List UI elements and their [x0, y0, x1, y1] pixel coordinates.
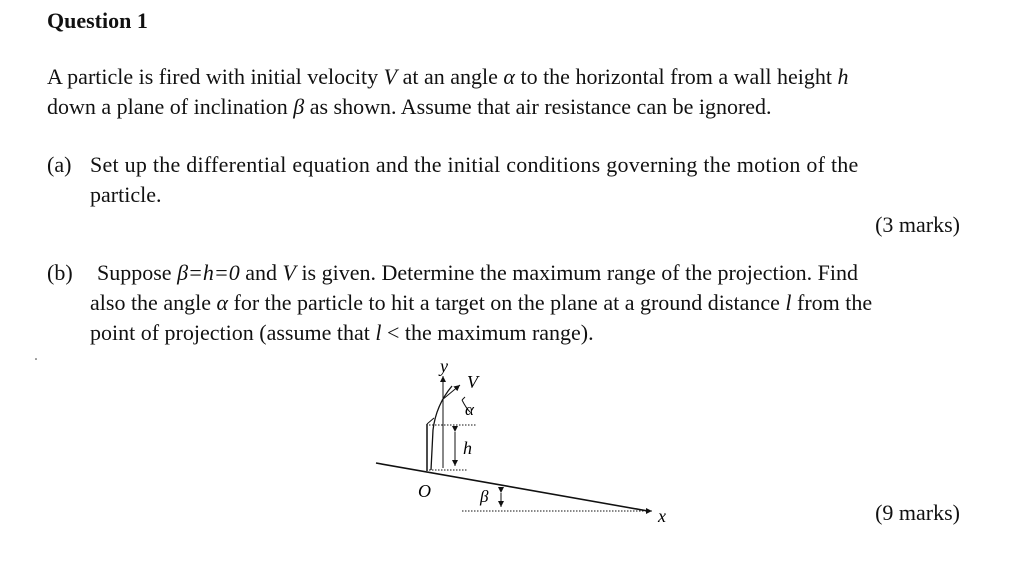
- x-axis-label: x: [658, 506, 666, 526]
- intro-text: A particle is fired with initial velocity: [47, 64, 384, 89]
- part-b-text: from the: [791, 290, 873, 315]
- wall-top: [427, 418, 434, 424]
- part-a-marks: (3 marks): [875, 212, 960, 237]
- beta-label: β: [480, 487, 489, 506]
- part-b-text: < the maximum range).: [381, 320, 594, 345]
- inclined-plane: [376, 463, 648, 511]
- part-a-line-1: Set up the differential equation and the initial conditions governing the motion of the: [90, 152, 859, 177]
- trajectory: [431, 386, 452, 470]
- part-b-text: for the particle to hit a target on the plane at a ground distance: [228, 290, 786, 315]
- page-dot: [35, 358, 37, 360]
- velocity-symbol: V: [383, 64, 398, 89]
- part-b-label: (b): [47, 260, 73, 285]
- intro-text: down a plane of inclination: [47, 94, 294, 119]
- beta-symbol: β: [293, 94, 305, 119]
- intro-text: to the horizontal from a wall height: [514, 64, 838, 89]
- condition-symbols: β=h=0: [177, 260, 240, 285]
- part-b-text: and: [239, 260, 283, 285]
- part-b-text: is given. Determine the maximum range of the projection. Find: [295, 260, 859, 285]
- distance-symbol: l: [375, 320, 382, 345]
- height-label: h: [463, 438, 472, 458]
- y-axis-label: y: [440, 356, 448, 376]
- part-a-line-2: particle.: [90, 182, 162, 207]
- height-symbol: h: [837, 64, 849, 89]
- part-b-text: also the angle: [90, 290, 217, 315]
- alpha-label: α: [465, 400, 474, 419]
- alpha-symbol: α: [216, 290, 229, 315]
- velocity-label: V: [467, 372, 478, 392]
- intro-text: at an angle: [397, 64, 504, 89]
- alpha-symbol: α: [503, 64, 515, 89]
- intro-text: as shown. Assume that air resistance can be ignored.: [304, 94, 772, 119]
- part-b-text: point of projection (assume that: [90, 320, 376, 345]
- part-b-marks: (9 marks): [875, 500, 960, 525]
- distance-symbol: l: [785, 290, 792, 315]
- part-b-text: Suppose: [97, 260, 178, 285]
- origin-label: O: [418, 481, 431, 501]
- velocity-symbol: V: [282, 260, 296, 285]
- question-title: Question 1: [47, 8, 148, 33]
- part-a-label: (a): [47, 152, 72, 177]
